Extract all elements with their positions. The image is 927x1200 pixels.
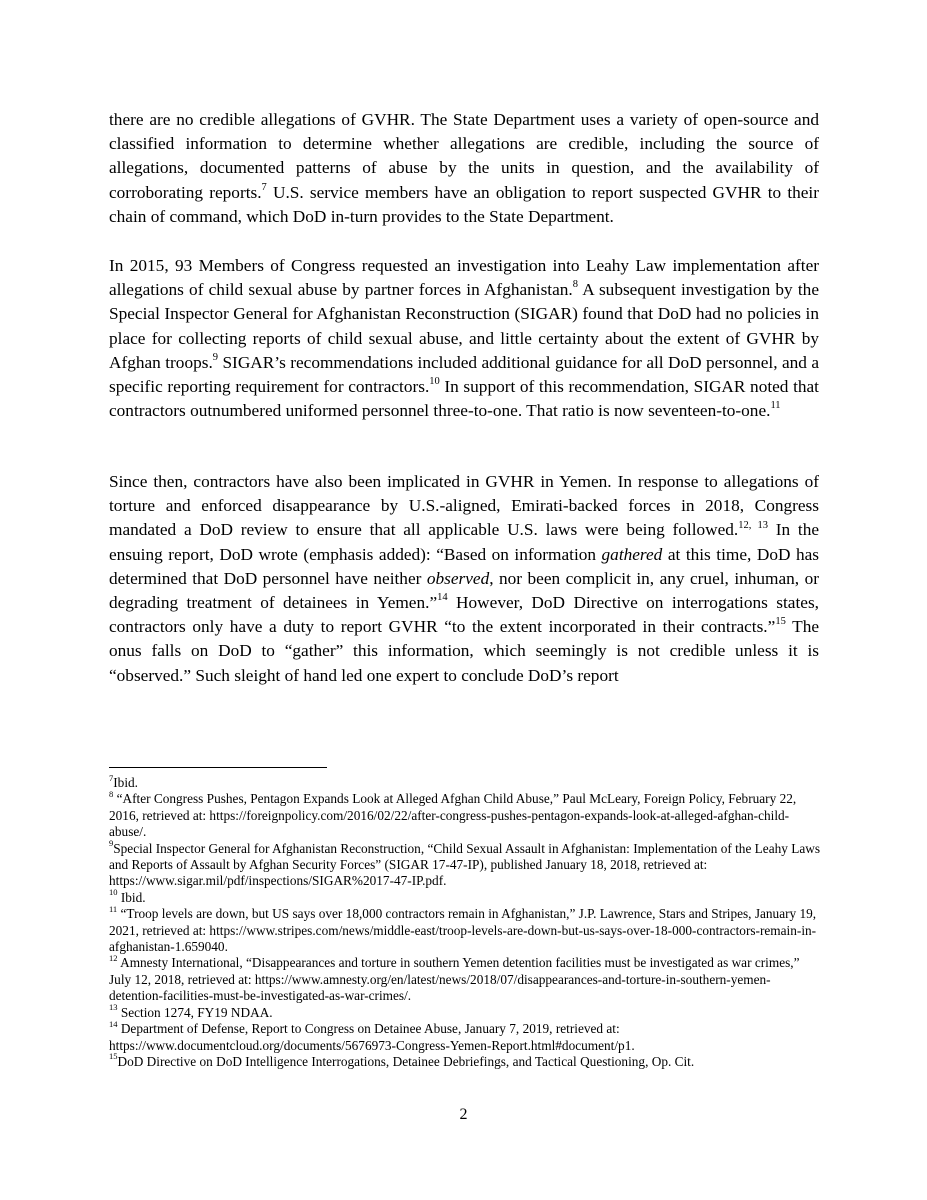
footnote-reference: 12, 13 bbox=[738, 519, 768, 531]
footnote-8 bbox=[109, 788, 821, 840]
footnote-text: Ibid. bbox=[113, 775, 138, 790]
footnote-11 bbox=[109, 903, 821, 955]
footnote-15 bbox=[109, 1051, 821, 1070]
footnote-number: 10 bbox=[109, 887, 118, 898]
paragraph-text: The onus falls on DoD to “gather” this information, which seemingly is not credible unless it is “observed.” Such sleight of hand led one expert to conclude DoD’s report bbox=[109, 617, 820, 685]
body-paragraph-2 bbox=[109, 254, 819, 423]
footnote-reference: 10 bbox=[429, 376, 440, 388]
footnote-text: Ibid. bbox=[117, 889, 146, 905]
footnote-reference: 15 bbox=[775, 616, 786, 628]
emphasized-text: observed bbox=[426, 568, 490, 588]
footnote-text: Department of Defense, Report to Congress on Detainee Abuse, January 7, 2019, retrieved at: https://www.documentcloud.org/documents/5676973-Congress-Yemen-Report.html#document/p1. bbox=[109, 1021, 635, 1053]
footnote-number: 8 bbox=[109, 788, 114, 799]
paragraph-text: Since then, contractors have also been implicated in GVHR in Yemen. In response to allegations of torture and enforced disappearance by U.S.-aligned, Emirati-backed forces in 2018, Congress mandated a DoD review to ensure that all applicable U.S. laws were being followed. bbox=[109, 472, 819, 540]
footnote-text: “Troop levels are down, but US says over 18,000 contractors remain in Afghanistan,” J.P. Lawrence, Stars and Stripes, January 19, 2021, retrieved at: https://www.stripes.com/news/middle-east/troop-levels-are-down-but-us-says-over-18-000-contractors-remain-in-afghanistan-1.659040. bbox=[109, 906, 817, 955]
paragraph-text: A subsequent investigation by the Special Inspector General for Afghanistan Reconstruction (SIGAR) found that DoD had no policies in place for collecting reports of child sexual abuse, and little certainty about the extent of GVHR by Afghan troops. bbox=[109, 280, 819, 372]
footnote-text: DoD Directive on DoD Intelligence Interrogations, Detainee Debriefings, and Tactical Questioning, Op. Cit. bbox=[117, 1053, 695, 1069]
emphasized-text: gathered bbox=[601, 544, 663, 564]
footnote-text: Special Inspector General for Afghanistan Reconstruction, “Child Sexual Assault in Afghanistan: Implementation of the Leahy Laws and Reports of Assault by Afghan Security Forces” (SIGAR 17-47-IP), published January 18, 2018, retrieved at: https://www.sigar.mil/pdf/inspections/SIGAR%2017-47-IP.pdf. bbox=[109, 840, 821, 889]
footnote-reference: 7 bbox=[261, 181, 267, 193]
footnote-9 bbox=[109, 838, 821, 890]
page-number: 2 bbox=[459, 1106, 468, 1123]
footnote-reference: 8 bbox=[572, 279, 578, 291]
footnote-7 bbox=[109, 772, 821, 791]
footnote-number: 15 bbox=[109, 1051, 118, 1062]
footnote-number: 11 bbox=[109, 903, 118, 914]
paragraph-text: In support of this recommendation, SIGAR noted that contractors outnumbered uniformed personnel three-to-one. That ratio is now seventeen-to-one. bbox=[109, 377, 819, 421]
footnote-number: 9 bbox=[109, 838, 114, 849]
footnote-number: 7 bbox=[109, 772, 114, 783]
footnote-reference: 11 bbox=[770, 400, 781, 412]
paragraph-text: U.S. service members have an obligation to report suspected GVHR to their chain of command, which DoD in-turn provides to the State Department. bbox=[109, 182, 819, 226]
footnote-12 bbox=[109, 955, 821, 1004]
footnote-14 bbox=[109, 1018, 821, 1054]
footnote-separator bbox=[109, 767, 327, 768]
body-paragraph-1 bbox=[109, 108, 819, 229]
footnote-text: Amnesty International, “Disappearances and torture in southern Yemen detention facilities must be investigated as war crimes,” July 12, 2018, retrieved at: https://www.amnesty.org/en/latest/news/2018/07/disappearances-and-torture-in-southern-yemen-detention-facilities-must-be-investigated-as-war-crimes/. bbox=[109, 955, 800, 1004]
body-paragraph-3 bbox=[109, 470, 819, 688]
paragraph-text: , nor been complicit in, any cruel, inhuman, or degrading treatment of detainees in Yemen.” bbox=[109, 568, 819, 613]
paragraph-text: However, DoD Directive on interrogations states, contractors only have a duty to report GVHR “to the extent incorporated in their contracts.” bbox=[109, 593, 819, 637]
paragraph-text: In 2015, 93 Members of Congress requested an investigation into Leahy Law implementation after allegations of child sexual abuse by partner forces in Afghanistan. bbox=[109, 256, 819, 300]
footnotes-section bbox=[109, 772, 821, 1070]
footnote-10 bbox=[109, 887, 821, 906]
footnote-number: 12 bbox=[109, 953, 118, 964]
footnote-text: “After Congress Pushes, Pentagon Expands Look at Alleged Afghan Child Abuse,” Paul McLeary, Foreign Policy, February 22, 2016, retrieved at: https://foreignpolicy.com/2016/02/22/after-congress-pushes-pentagon-expands-look-at-alleged-afghan-child-abuse/. bbox=[109, 791, 797, 840]
footnote-text: Section 1274, FY19 NDAA. bbox=[117, 1004, 273, 1020]
footnote-13 bbox=[109, 1002, 821, 1021]
footnote-reference: 9 bbox=[212, 352, 219, 364]
footnote-number: 13 bbox=[109, 1002, 118, 1013]
footnote-reference: 14 bbox=[437, 592, 448, 604]
footnote-number: 14 bbox=[109, 1018, 118, 1029]
paragraph-text: there are no credible allegations of GVHR. The State Department uses a variety of open-source and classified information to determine whether allegations are credible, including the source of allegations, documented patterns of abuse by the units in question, and the availability of corroborating reports. bbox=[109, 110, 819, 202]
paragraph-text: In the ensuing report, DoD wrote (emphasis added): “Based on information bbox=[109, 520, 820, 564]
paragraph-text: SIGAR’s recommendations included additional guidance for all DoD personnel, and a specific reporting requirement for contractors. bbox=[109, 352, 820, 397]
paragraph-text: at this time, DoD has determined that DoD personnel have neither bbox=[109, 544, 819, 588]
